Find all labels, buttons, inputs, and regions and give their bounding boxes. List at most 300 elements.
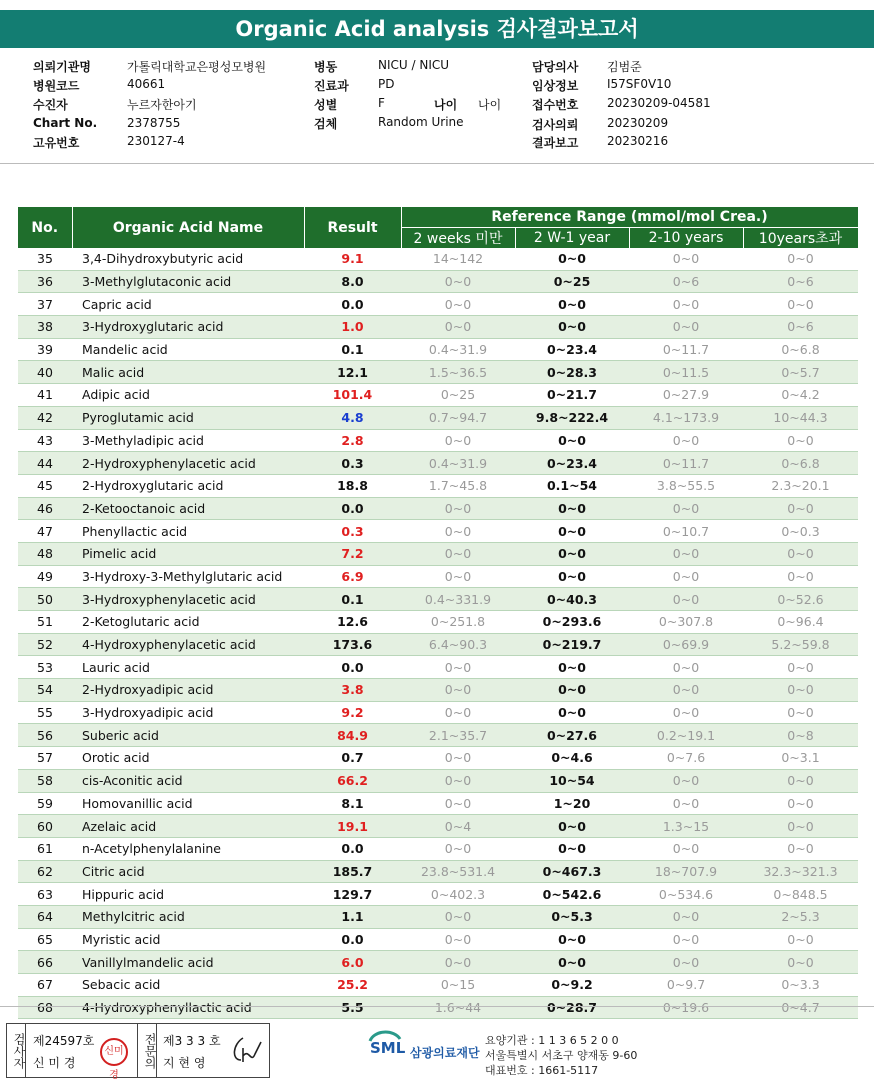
ref-under-2-weeks: 0.4~31.9 — [401, 452, 515, 475]
ref-over-10-years: 0~6 — [743, 270, 858, 293]
result-value: 0.0 — [304, 928, 401, 951]
ref-under-2-weeks: 1.6~44 — [401, 996, 515, 1019]
hospital-code-value: 40661 — [127, 77, 166, 91]
ref-under-2-weeks: 0~0 — [401, 497, 515, 520]
table-row — [18, 338, 858, 361]
row-number: 44 — [18, 452, 72, 475]
inspector-seal: 신미경 — [100, 1038, 128, 1066]
ref-over-10-years: 5.2~59.8 — [743, 633, 858, 656]
specialist-signature-icon — [229, 1034, 263, 1066]
ref-2-10-years: 0~0 — [629, 928, 743, 951]
result-value: 7.2 — [304, 542, 401, 565]
ref-2w-1-year: 0~542.6 — [515, 883, 629, 906]
ref-under-2-weeks: 1.7~45.8 — [401, 474, 515, 497]
ref-under-2-weeks: 0~0 — [401, 928, 515, 951]
ref-2-10-years: 0~0 — [629, 248, 743, 270]
clinical-info-label: 임상정보 — [532, 79, 579, 93]
acid-name: Methylcitric acid — [72, 905, 304, 928]
ref-2w-1-year: 0~23.4 — [515, 452, 629, 475]
ref-over-10-years: 0~0 — [743, 792, 858, 815]
ref-2w-1-year: 0~25 — [515, 270, 629, 293]
receiver-label: 수진자 — [33, 98, 68, 112]
col-header-under-2-weeks: 2 weeks 미만 — [401, 228, 515, 249]
ref-over-10-years: 0~3.3 — [743, 974, 858, 997]
ref-2w-1-year: 0~0 — [515, 248, 629, 270]
acid-name: 3-Methylglutaconic acid — [72, 270, 304, 293]
ref-2w-1-year: 0~0 — [515, 316, 629, 339]
ref-2w-1-year: 0~0 — [515, 656, 629, 679]
ref-under-2-weeks: 0~0 — [401, 837, 515, 860]
ref-2w-1-year: 0~21.7 — [515, 384, 629, 407]
ref-2w-1-year: 0~9.2 — [515, 974, 629, 997]
unique-no-label: 고유번호 — [33, 136, 80, 150]
acid-name: 2-Ketooctanoic acid — [72, 497, 304, 520]
ref-2w-1-year: 0.1~54 — [515, 474, 629, 497]
ref-under-2-weeks: 0~0 — [401, 293, 515, 316]
table-row — [18, 815, 858, 838]
ref-2w-1-year: 0~4.6 — [515, 747, 629, 770]
table-row — [18, 679, 858, 702]
hospital-code-label: 병원코드 — [33, 79, 80, 93]
table-row — [18, 701, 858, 724]
acid-name: Azelaic acid — [72, 815, 304, 838]
table-row — [18, 860, 858, 883]
table-row — [18, 656, 858, 679]
result-value: 3.8 — [304, 679, 401, 702]
ref-under-2-weeks: 0~0 — [401, 747, 515, 770]
ref-under-2-weeks: 0~0 — [401, 316, 515, 339]
row-number: 68 — [18, 996, 72, 1019]
table-row — [18, 837, 858, 860]
ref-2-10-years: 0~0 — [629, 679, 743, 702]
results-table — [18, 207, 859, 1019]
ref-2w-1-year: 0~0 — [515, 928, 629, 951]
ref-over-10-years: 0~0 — [743, 497, 858, 520]
row-number: 67 — [18, 974, 72, 997]
acid-name: cis-Aconitic acid — [72, 769, 304, 792]
ref-over-10-years: 0~0 — [743, 542, 858, 565]
receipt-no-label: 접수번호 — [532, 98, 579, 112]
ref-2-10-years: 3.8~55.5 — [629, 474, 743, 497]
ref-2-10-years: 1.3~15 — [629, 815, 743, 838]
acid-name: Malic acid — [72, 361, 304, 384]
ref-2w-1-year: 0~27.6 — [515, 724, 629, 747]
ref-under-2-weeks: 0~0 — [401, 429, 515, 452]
result-value: 0.7 — [304, 747, 401, 770]
sex-label: 성별 — [314, 98, 338, 112]
ref-under-2-weeks: 0~0 — [401, 905, 515, 928]
ref-over-10-years: 0~4.2 — [743, 384, 858, 407]
results-body — [18, 248, 858, 1019]
ref-over-10-years: 0~0 — [743, 248, 858, 270]
ref-over-10-years: 0~0 — [743, 701, 858, 724]
ref-under-2-weeks: 6.4~90.3 — [401, 633, 515, 656]
acid-name: n-Acetylphenylalanine — [72, 837, 304, 860]
ref-2w-1-year: 0~0 — [515, 565, 629, 588]
patient-info-panel — [0, 54, 874, 156]
ref-under-2-weeks: 1.5~36.5 — [401, 361, 515, 384]
acid-name: 2-Hydroxyglutaric acid — [72, 474, 304, 497]
table-row — [18, 520, 858, 543]
row-number: 66 — [18, 951, 72, 974]
ref-under-2-weeks: 0~0 — [401, 679, 515, 702]
acid-name: Phenyllactic acid — [72, 520, 304, 543]
result-value: 25.2 — [304, 974, 401, 997]
hospital-label: 의뢰기관명 — [33, 60, 91, 74]
row-number: 49 — [18, 565, 72, 588]
ref-2-10-years: 0~0 — [629, 293, 743, 316]
row-number: 60 — [18, 815, 72, 838]
ref-over-10-years: 32.3~321.3 — [743, 860, 858, 883]
row-number: 41 — [18, 384, 72, 407]
ref-over-10-years: 2~5.3 — [743, 905, 858, 928]
row-number: 65 — [18, 928, 72, 951]
result-value: 5.5 — [304, 996, 401, 1019]
table-row — [18, 474, 858, 497]
result-value: 0.0 — [304, 497, 401, 520]
table-row — [18, 542, 858, 565]
table-row — [18, 633, 858, 656]
result-value: 66.2 — [304, 769, 401, 792]
result-value: 12.6 — [304, 611, 401, 634]
row-number: 53 — [18, 656, 72, 679]
ref-under-2-weeks: 0~402.3 — [401, 883, 515, 906]
ref-2w-1-year: 0~0 — [515, 701, 629, 724]
result-value: 6.9 — [304, 565, 401, 588]
doctor-value: 김범준 — [607, 60, 642, 74]
acid-name: 2-Hydroxyadipic acid — [72, 679, 304, 702]
col-header-reference-range: Reference Range (mmol/mol Crea.) — [401, 207, 858, 228]
header-divider — [0, 163, 874, 164]
ref-over-10-years: 0~848.5 — [743, 883, 858, 906]
acid-name: Myristic acid — [72, 928, 304, 951]
col-header-2w-1-year: 2 W-1 year — [515, 228, 629, 249]
result-value: 1.0 — [304, 316, 401, 339]
acid-name: Hippuric acid — [72, 883, 304, 906]
ref-over-10-years: 0~0 — [743, 815, 858, 838]
report-date-value: 20230216 — [607, 134, 669, 148]
table-row — [18, 429, 858, 452]
acid-name: Pyroglutamic acid — [72, 406, 304, 429]
ref-2-10-years: 0~6 — [629, 270, 743, 293]
ref-2-10-years: 0~0 — [629, 542, 743, 565]
row-number: 45 — [18, 474, 72, 497]
acid-name: 4-Hydroxyphenyllactic acid — [72, 996, 304, 1019]
ref-over-10-years: 0~6.8 — [743, 338, 858, 361]
ref-2w-1-year: 0~0 — [515, 520, 629, 543]
row-number: 35 — [18, 248, 72, 270]
result-value: 9.1 — [304, 248, 401, 270]
result-value: 9.2 — [304, 701, 401, 724]
specimen-label: 검체 — [314, 117, 338, 131]
ref-2-10-years: 0~27.9 — [629, 384, 743, 407]
col-header-result: Result — [304, 207, 401, 248]
specimen-value: Random Urine — [378, 115, 464, 129]
ref-2-10-years: 4.1~173.9 — [629, 406, 743, 429]
row-number: 48 — [18, 542, 72, 565]
ref-2-10-years: 0~0 — [629, 316, 743, 339]
sml-logo-text: SML — [370, 1039, 406, 1057]
request-date-label: 검사의뢰 — [532, 118, 579, 132]
table-row — [18, 452, 858, 475]
ref-under-2-weeks: 14~142 — [401, 248, 515, 270]
row-number: 47 — [18, 520, 72, 543]
acid-name: 3-Hydroxyglutaric acid — [72, 316, 304, 339]
ref-under-2-weeks: 0~0 — [401, 565, 515, 588]
ref-over-10-years: 0~0 — [743, 656, 858, 679]
ref-under-2-weeks: 0~0 — [401, 769, 515, 792]
chart-no-value: 2378755 — [127, 116, 181, 130]
request-date-value: 20230209 — [607, 116, 669, 130]
ref-2w-1-year: 0~23.4 — [515, 338, 629, 361]
ref-2w-1-year: 0~28.7 — [515, 996, 629, 1019]
result-value: 8.0 — [304, 270, 401, 293]
result-value: 4.8 — [304, 406, 401, 429]
report-date-label: 결과보고 — [532, 136, 579, 150]
ref-over-10-years: 0~0 — [743, 429, 858, 452]
result-value: 129.7 — [304, 883, 401, 906]
ref-over-10-years: 0~0 — [743, 679, 858, 702]
hospital-value: 가톨릭대학교은평성모병원 — [127, 60, 267, 74]
table-row — [18, 497, 858, 520]
result-value: 0.1 — [304, 338, 401, 361]
specialist-license: 제3 3 3 호 — [163, 1034, 221, 1048]
ref-under-2-weeks: 0.7~94.7 — [401, 406, 515, 429]
acid-name: Suberic acid — [72, 724, 304, 747]
ref-2w-1-year: 0~0 — [515, 837, 629, 860]
sex-value: F — [378, 96, 385, 110]
row-number: 55 — [18, 701, 72, 724]
report-footer — [0, 1012, 874, 1087]
inspector-name: 신 미 경 — [33, 1056, 76, 1070]
ref-under-2-weeks: 0~15 — [401, 974, 515, 997]
ref-2-10-years: 0.2~19.1 — [629, 724, 743, 747]
ref-2-10-years: 0~19.6 — [629, 996, 743, 1019]
inspector-license: 제24597호 — [33, 1034, 95, 1048]
ref-2-10-years: 0~10.7 — [629, 520, 743, 543]
result-value: 0.0 — [304, 293, 401, 316]
ref-under-2-weeks: 0~0 — [401, 270, 515, 293]
age-label: 나이 — [434, 98, 458, 112]
acid-name: Citric acid — [72, 860, 304, 883]
ref-2w-1-year: 1~20 — [515, 792, 629, 815]
unique-no-value: 230127-4 — [127, 134, 185, 148]
ref-over-10-years: 0~6 — [743, 316, 858, 339]
ref-2w-1-year: 0~0 — [515, 815, 629, 838]
col-header-name: Organic Acid Name — [72, 207, 304, 248]
table-row — [18, 724, 858, 747]
table-row — [18, 270, 858, 293]
ref-2w-1-year: 9.8~222.4 — [515, 406, 629, 429]
ref-2-10-years: 0~0 — [629, 497, 743, 520]
ref-2w-1-year: 0~219.7 — [515, 633, 629, 656]
acid-name: 4-Hydroxyphenylacetic acid — [72, 633, 304, 656]
ref-2-10-years: 0~0 — [629, 951, 743, 974]
ref-under-2-weeks: 0~4 — [401, 815, 515, 838]
result-value: 6.0 — [304, 951, 401, 974]
ref-2-10-years: 0~0 — [629, 656, 743, 679]
footer-divider — [0, 1006, 874, 1007]
row-number: 37 — [18, 293, 72, 316]
table-row — [18, 883, 858, 906]
acid-name: Adipic acid — [72, 384, 304, 407]
row-number: 58 — [18, 769, 72, 792]
ref-over-10-years: 0~4.7 — [743, 996, 858, 1019]
acid-name: Vanillylmandelic acid — [72, 951, 304, 974]
acid-name: Mandelic acid — [72, 338, 304, 361]
ref-2w-1-year: 0~293.6 — [515, 611, 629, 634]
ref-2-10-years: 0~534.6 — [629, 883, 743, 906]
acid-name: 3-Hydroxyphenylacetic acid — [72, 588, 304, 611]
ref-2w-1-year: 0~28.3 — [515, 361, 629, 384]
table-row — [18, 747, 858, 770]
row-number: 38 — [18, 316, 72, 339]
inspector-label: 검사자 — [7, 1024, 26, 1077]
clinical-info-value: I57SF0V10 — [607, 77, 672, 91]
table-row — [18, 588, 858, 611]
row-number: 57 — [18, 747, 72, 770]
ref-over-10-years: 0~0 — [743, 565, 858, 588]
ref-under-2-weeks: 0~0 — [401, 792, 515, 815]
signature-box — [6, 1023, 270, 1081]
result-value: 173.6 — [304, 633, 401, 656]
row-number: 39 — [18, 338, 72, 361]
result-value: 12.1 — [304, 361, 401, 384]
result-value: 84.9 — [304, 724, 401, 747]
ref-over-10-years: 0~0 — [743, 951, 858, 974]
row-number: 36 — [18, 270, 72, 293]
acid-name: 2-Hydroxyphenylacetic acid — [72, 452, 304, 475]
ref-2w-1-year: 0~0 — [515, 679, 629, 702]
row-number: 52 — [18, 633, 72, 656]
ref-under-2-weeks: 0~0 — [401, 656, 515, 679]
table-row — [18, 611, 858, 634]
ref-under-2-weeks: 0~251.8 — [401, 611, 515, 634]
ref-2w-1-year: 0~0 — [515, 293, 629, 316]
result-value: 18.8 — [304, 474, 401, 497]
ref-2w-1-year: 0~40.3 — [515, 588, 629, 611]
ref-over-10-years: 0~52.6 — [743, 588, 858, 611]
ref-under-2-weeks: 0.4~31.9 — [401, 338, 515, 361]
result-value: 2.8 — [304, 429, 401, 452]
result-value: 0.0 — [304, 656, 401, 679]
result-value: 19.1 — [304, 815, 401, 838]
row-number: 40 — [18, 361, 72, 384]
acid-name: Homovanillic acid — [72, 792, 304, 815]
receiver-value: 누르자한아기 — [127, 98, 197, 112]
ref-over-10-years: 2.3~20.1 — [743, 474, 858, 497]
ref-2-10-years: 0~0 — [629, 905, 743, 928]
acid-name: 3-Methyladipic acid — [72, 429, 304, 452]
row-number: 63 — [18, 883, 72, 906]
table-row — [18, 293, 858, 316]
ref-2-10-years: 0~0 — [629, 792, 743, 815]
result-value: 101.4 — [304, 384, 401, 407]
ref-2-10-years: 0~11.7 — [629, 338, 743, 361]
ref-2-10-years: 18~707.9 — [629, 860, 743, 883]
chart-no-label: Chart No. — [33, 116, 98, 130]
row-number: 56 — [18, 724, 72, 747]
acid-name: 3-Hydroxyadipic acid — [72, 701, 304, 724]
result-value: 1.1 — [304, 905, 401, 928]
dept-value: PD — [378, 77, 395, 91]
ref-under-2-weeks: 0~0 — [401, 542, 515, 565]
row-number: 51 — [18, 611, 72, 634]
institution-name: 삼광의료재단 — [410, 1046, 480, 1060]
ref-under-2-weeks: 0~0 — [401, 701, 515, 724]
ref-2-10-years: 0~0 — [629, 701, 743, 724]
ref-2w-1-year: 0~5.3 — [515, 905, 629, 928]
table-row — [18, 316, 858, 339]
ref-2-10-years: 0~0 — [629, 588, 743, 611]
table-row — [18, 792, 858, 815]
ref-2-10-years: 0~307.8 — [629, 611, 743, 634]
table-row — [18, 361, 858, 384]
ref-under-2-weeks: 0~0 — [401, 520, 515, 543]
report-title: Organic Acid analysis 검사결과보고서 — [0, 10, 874, 48]
acid-name: Capric acid — [72, 293, 304, 316]
ref-under-2-weeks: 23.8~531.4 — [401, 860, 515, 883]
ref-over-10-years: 0~96.4 — [743, 611, 858, 634]
table-row — [18, 248, 858, 270]
age-value: 나이 — [478, 98, 502, 112]
ref-2-10-years: 0~11.5 — [629, 361, 743, 384]
acid-name: Pimelic acid — [72, 542, 304, 565]
row-number: 59 — [18, 792, 72, 815]
institution-phone: 대표번호 : 1661-5117 — [485, 1064, 599, 1077]
ref-2w-1-year: 0~0 — [515, 429, 629, 452]
table-row — [18, 565, 858, 588]
specialist-label: 전문의 — [137, 1024, 157, 1077]
ref-over-10-years: 0~0 — [743, 928, 858, 951]
acid-name: Sebacic acid — [72, 974, 304, 997]
ref-over-10-years: 0~0 — [743, 837, 858, 860]
table-row — [18, 974, 858, 997]
ref-2-10-years: 0~69.9 — [629, 633, 743, 656]
ref-2w-1-year: 0~0 — [515, 497, 629, 520]
ref-2-10-years: 0~9.7 — [629, 974, 743, 997]
ref-under-2-weeks: 0~0 — [401, 951, 515, 974]
acid-name: 3-Hydroxy-3-Methylglutaric acid — [72, 565, 304, 588]
row-number: 64 — [18, 905, 72, 928]
specialist-name: 지 현 영 — [163, 1056, 206, 1070]
col-header-over-10-years: 10years초과 — [743, 228, 858, 249]
table-row — [18, 928, 858, 951]
ref-2w-1-year: 0~467.3 — [515, 860, 629, 883]
ref-2w-1-year: 0~0 — [515, 951, 629, 974]
dept-label: 진료과 — [314, 79, 349, 93]
ref-over-10-years: 0~6.8 — [743, 452, 858, 475]
table-row — [18, 384, 858, 407]
ref-2-10-years: 0~0 — [629, 769, 743, 792]
institution-address: 서울특별시 서초구 양재동 9-60 — [485, 1049, 638, 1062]
result-value: 185.7 — [304, 860, 401, 883]
result-value: 0.1 — [304, 588, 401, 611]
result-value: 0.3 — [304, 520, 401, 543]
ref-over-10-years: 0~0 — [743, 769, 858, 792]
table-row — [18, 406, 858, 429]
ref-over-10-years: 0~5.7 — [743, 361, 858, 384]
ward-label: 병동 — [314, 60, 338, 74]
ref-over-10-years: 0~0.3 — [743, 520, 858, 543]
table-row — [18, 905, 858, 928]
ref-under-2-weeks: 2.1~35.7 — [401, 724, 515, 747]
acid-name: Lauric acid — [72, 656, 304, 679]
institution-code: 요양기관 : 1 1 3 6 5 2 0 0 — [485, 1034, 619, 1047]
acid-name: 3,4-Dihydroxybutyric acid — [72, 248, 304, 270]
row-number: 43 — [18, 429, 72, 452]
table-row — [18, 951, 858, 974]
